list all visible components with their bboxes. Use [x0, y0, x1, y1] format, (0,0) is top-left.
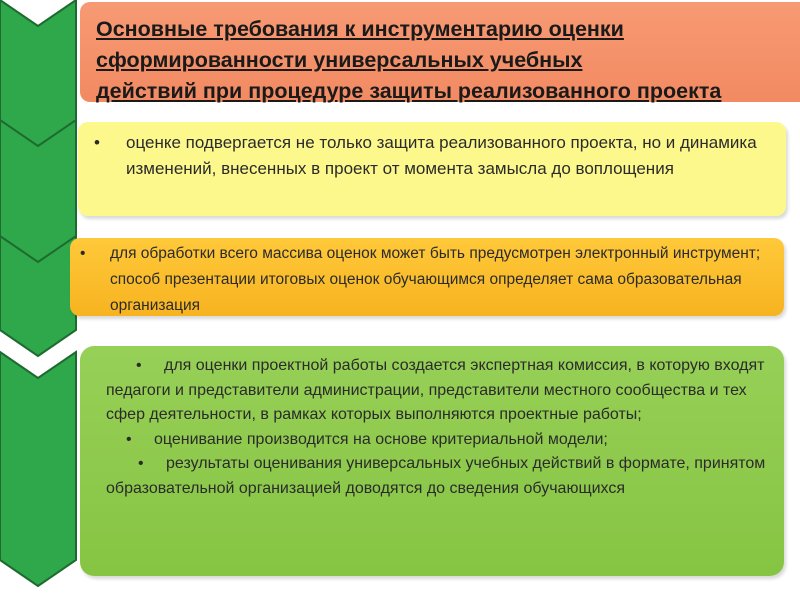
- list-item: [106, 354, 778, 428]
- chevron-arrows: [0, 0, 80, 600]
- list-item: [106, 452, 778, 501]
- chevron-arrow-4: [0, 352, 76, 586]
- orange-block: [70, 238, 784, 316]
- list-item: [80, 241, 772, 319]
- bullet-icon: •: [138, 455, 144, 472]
- title-line: действий при процедуре защиты реализованного проекта: [96, 79, 722, 103]
- bullet-icon: •: [126, 430, 132, 448]
- bullet-icon: •: [80, 245, 86, 262]
- list-item-text: для оценки проектной работы создается экспертная комиссия, в которую входят педагоги и представители администрации, представители местного сообщества и тех сфер деятельности, в рамках которых выполняются проектные работы;: [106, 357, 765, 423]
- green-block: [80, 346, 784, 576]
- title-line: Основные требования к инструментарию оценки: [96, 17, 624, 41]
- list-item: [106, 428, 778, 453]
- title-line: сформированности универсальных учебных: [96, 48, 583, 72]
- title-box: [80, 2, 800, 102]
- list-item: [94, 130, 774, 182]
- yellow-block: [78, 122, 786, 216]
- list-item-text: результаты оценивания универсальных учебных действий в формате, принятом образовательной организацией доводятся до сведения обучающихся: [106, 455, 766, 497]
- bullet-icon: •: [136, 357, 142, 374]
- list-item-text: оценке подвергается не только защита реализованного проекта, но и динамика изменений, внесенных в проект от момента замысла до воплощения: [126, 133, 757, 178]
- bullet-icon: •: [94, 133, 100, 152]
- list-item-text: оценивание производится на основе критериальной модели;: [154, 430, 608, 448]
- slide-title: [96, 14, 800, 107]
- list-item-text: для обработки всего массива оценок может быть предусмотрен электронный инструмент; способ презентации итоговых оценок обучающимся определяет сама образовательная организация: [110, 245, 761, 314]
